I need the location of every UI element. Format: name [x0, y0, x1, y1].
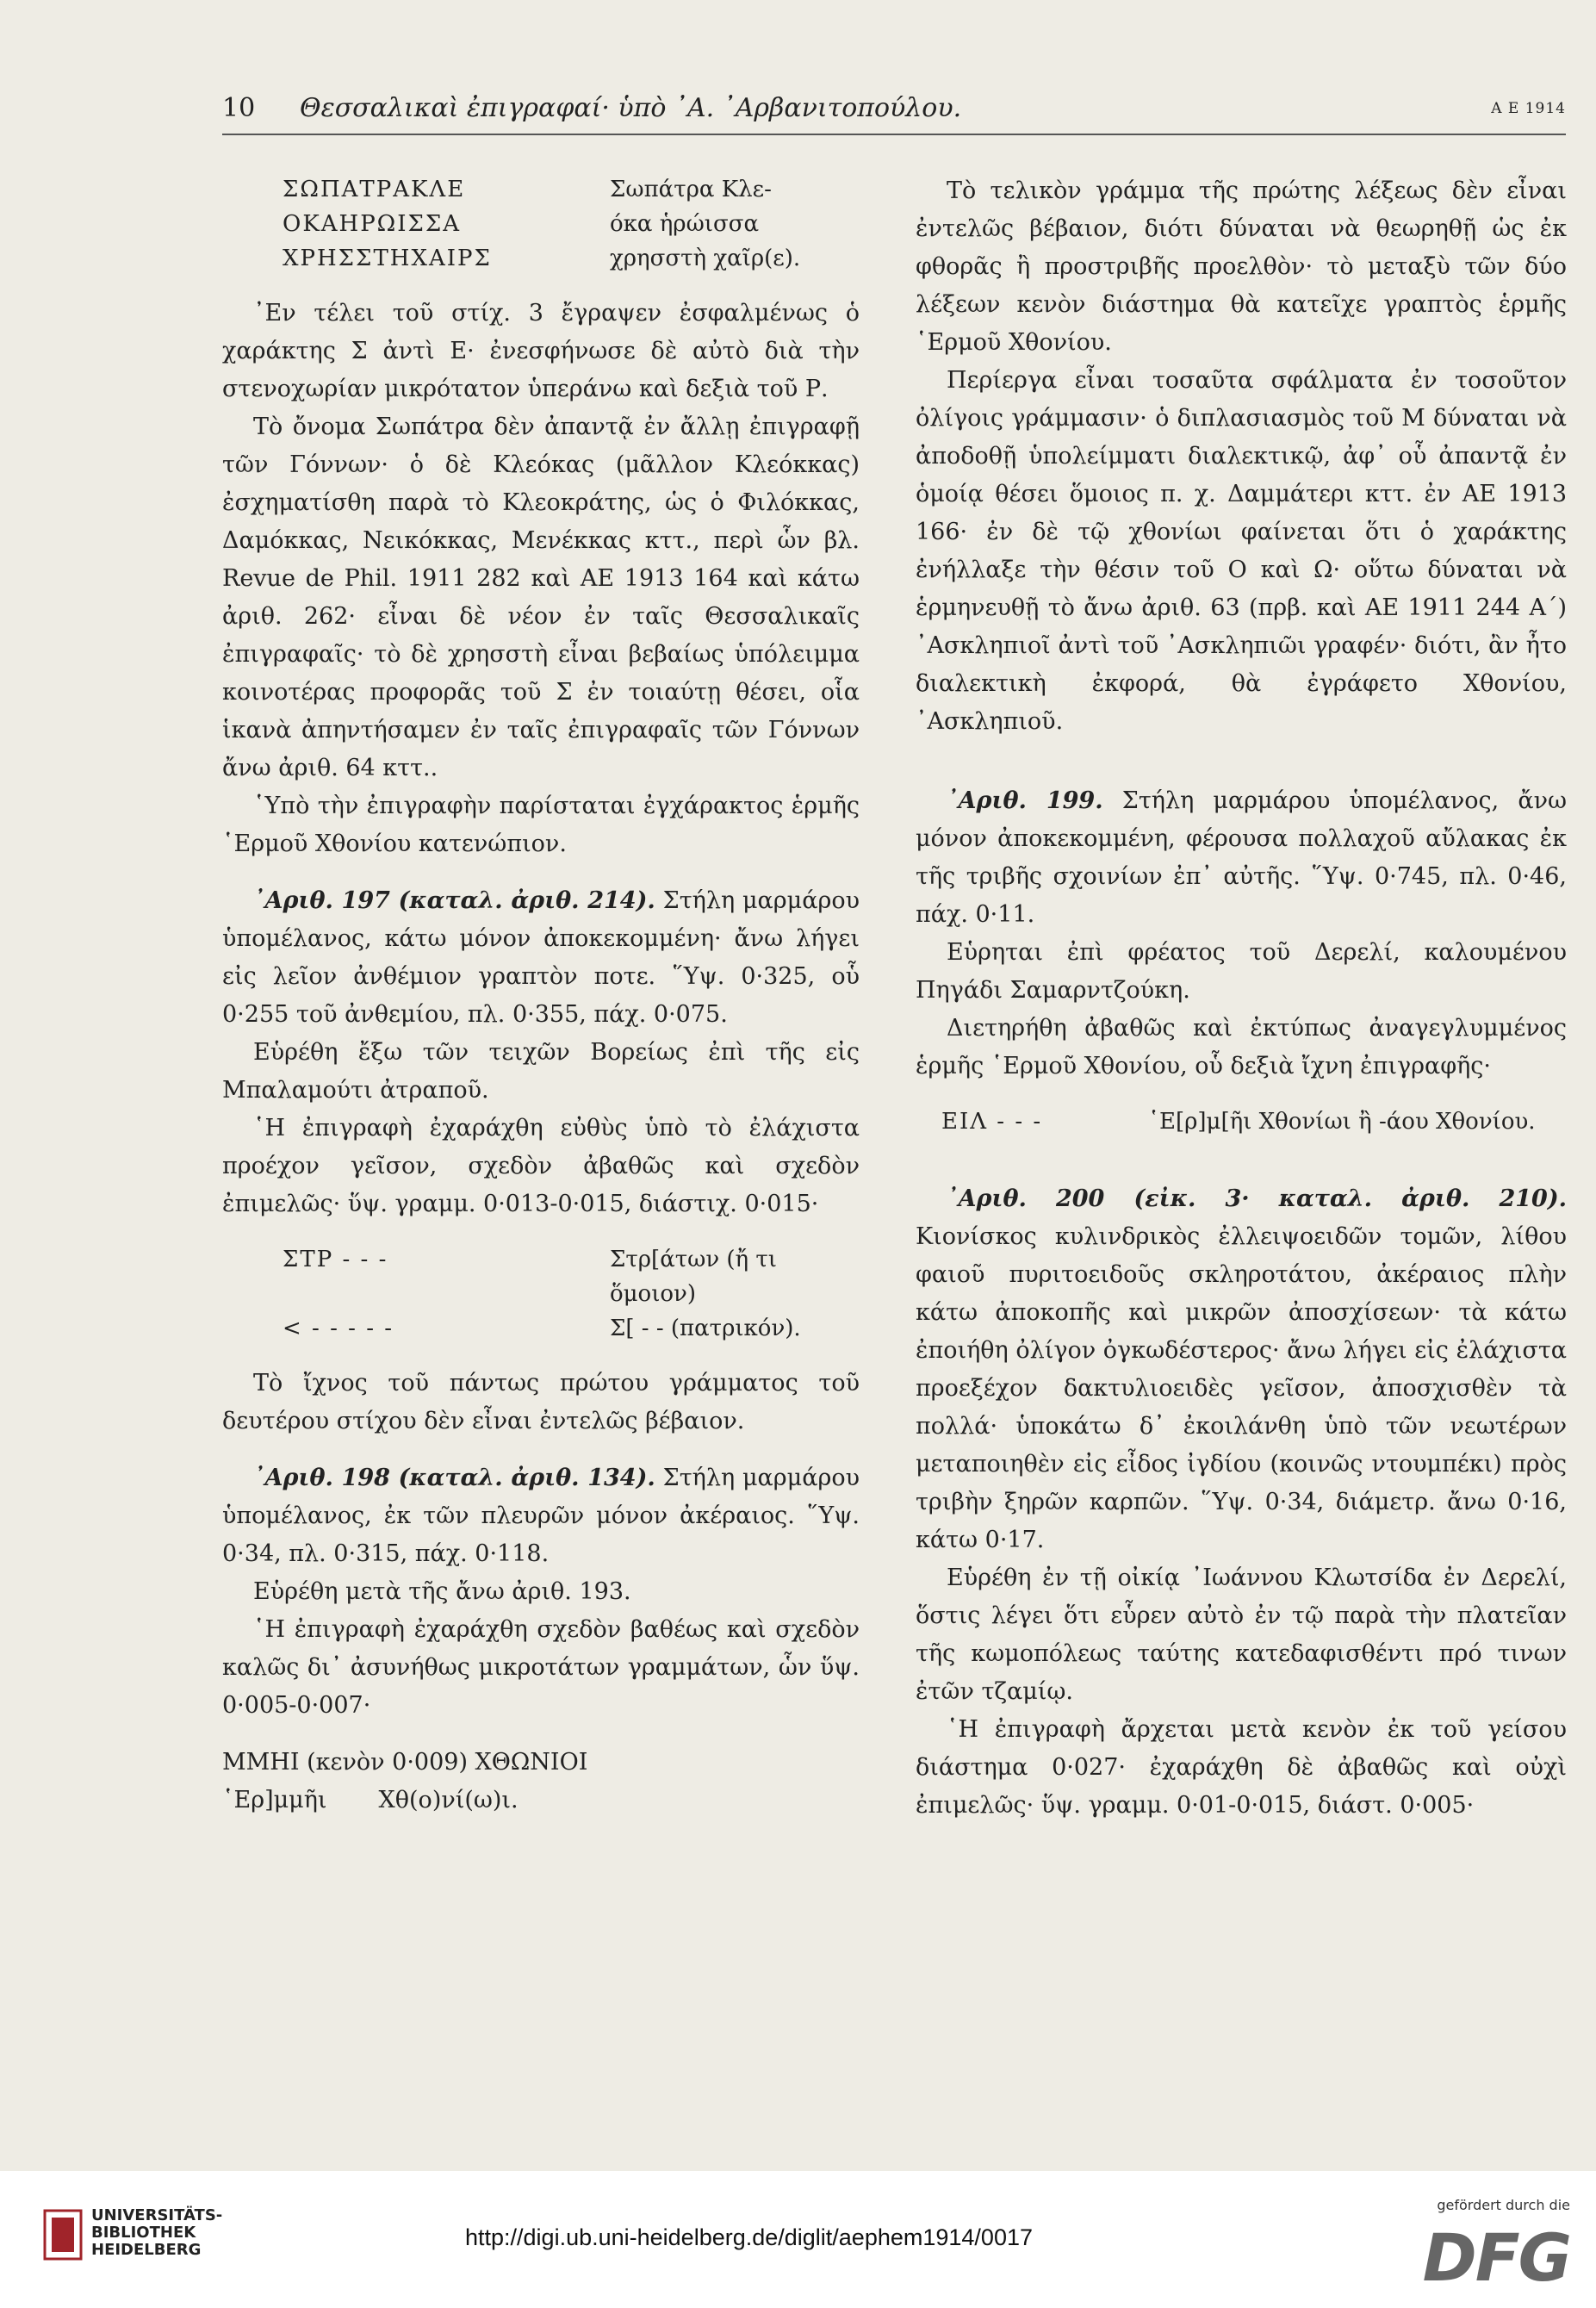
- entry-label: ᾿Αριθ. 198 (καταλ. ἀριθ. 134).: [253, 1465, 655, 1491]
- inscription-transcription: χρησστὴ χαῖρ(ε).: [610, 246, 801, 271]
- inscription-transcription: Στρ[άτων (ἤ τι ὅμοιον): [610, 1247, 777, 1307]
- entry-text: Στήλη μαρμάρου ὑπομέλανος, κάτω μόνον ἀποκεκομμένη· ἄνω λήγει εἰς λεῖον ἀνθέμιον γραπτὸν ποτε. ῞Υψ. 0·325, οὗ 0·255 τοῦ ἀνθεμίου, πλ. 0·355, πάχ. 0·075.: [222, 887, 860, 1028]
- funding-note: gefördert durch die: [1437, 2197, 1570, 2213]
- paragraph: Τὸ ὄνομα Σωπάτρα δὲν ἀπαντᾷ ἐν ἄλλῃ ἐπιγραφῇ τῶν Γόννων· ὁ δὲ Κλεόκας (μᾶλλον Κλεόκκας) ἐσχηματίσθη παρὰ τὸ Κλεοκράτης, ὡς ὁ Φιλόκκας, Δαμόκκας, Νεικόκκας, Μενέκκας κττ., περὶ ὧν βλ. Revue de Phil. 1911 282 καὶ ΑΕ 1913 164 καὶ κάτω ἀριθ. 262· εἶναι δὲ νέον ἐν ταῖς Θεσσαλικαῖς ἐπιγραφαῖς· τὸ δὲ χρησστὴ εἶναι βεβαίως ὑπόλειμμα κοινοτέρας προφορᾶς τοῦ Σ ἐν τοιαύτῃ θέσει, οἷα ἱκανὰ ἀπηντήσαμεν ἐν ταῖς ἐπιγραφαῖς τῶν Γόννων ἄνω ἀριθ. 64 κττ..: [222, 414, 860, 781]
- paragraph: ῾Υπὸ τὴν ἐπιγραφὴν παρίσταται ἐγχάρακτος ἑρμῆς ῾Ερμοῦ Χθονίου κατενώπιον.: [222, 793, 860, 857]
- header-rule: [222, 134, 1566, 135]
- inscription-greek: < - - - - -: [283, 1316, 394, 1341]
- entry-label: ᾿Αριθ. 200 (εἰκ. 3· καταλ. ἀριθ. 210).: [947, 1185, 1567, 1212]
- entry-text: Στήλη μαρμάρου ὑπομέλανος, ἄνω μόνον ἀποκεκομμένη, φέρουσα πολλαχοῦ αὔλακας ἐκ τῆς τριβῆς σχοινίων ἐπ᾿ αὐτῆς. ῞Υψ. 0·745, πλ. 0·46, πάχ. 0·11.: [916, 787, 1567, 928]
- inscription-row: [222, 207, 860, 241]
- paragraph: Τὸ τελικὸν γράμμα τῆς πρώτης λέξεως δὲν εἶναι ἐντελῶς βέβαιον, διότι δύναται νὰ θεωρηθῇ ὡς ἐκ φθορᾶς ἢ προστριβῆς προελθὸν· τὸ μεταξὺ τῶν δύο λέξεων κενὸν διάστημα θὰ κατεῖχε γραπτὸς ἑρμῆς ῾Ερμοῦ Χθονίου.: [916, 177, 1567, 356]
- entry-199: [916, 782, 1567, 934]
- inscription-greek: ΟΚΑΗΡΩΙΣΣΑ: [283, 211, 462, 237]
- entry-label: ᾿Αριθ. 199.: [947, 787, 1103, 814]
- inscription-transcription: ῾Ε[ρ]μ[ῆι Χθονίωι ἢ -άου Χθονίου.: [1148, 1109, 1536, 1135]
- inscription-greek: ΣΤΡ - - -: [283, 1247, 388, 1272]
- left-column: [222, 172, 860, 1820]
- inscription-row: [222, 1311, 860, 1346]
- journal-label: Α Ε 1914: [1491, 100, 1566, 117]
- paragraph: Περίεργα εἶναι τοσαῦτα σφάλματα ἐν τοσοῦτον ὀλίγοις γράμμασιν· ὁ διπλασιασμὸς τοῦ Μ δύναται νὰ ἀποδοθῇ ὑπολείμματι διαλεκτικῷ, ἀφ᾿ οὗ ἀπαντᾷ ἐν ὁμοίᾳ θέσει ὅμοιος π. χ. Δαμμάτερι κττ. ἐν ΑΕ 1913 166· ἐν δὲ τῷ χθονίωι φαίνεται ὅτι ὁ χαράκτης ἐνήλλαξε τὴν θέσιν τοῦ Ο καὶ Ω· οὕτω δύναται νὰ ἑρμηνευθῇ τὸ ἄνω ἀριθ. 63 (πρβ. καὶ ΑΕ 1911 244 Α´) ᾿Ασκληπιοῖ ἀντὶ τοῦ ᾿Ασκληπιῶι γραφέν· διότι, ἂν ἦτο διαλεκτικὴ ἐκφορά, θὰ ἐγράφετο Χθονίου, ᾿Ασκληπιοῦ.: [916, 367, 1567, 735]
- page-header: [222, 93, 1566, 136]
- inscription-greek: ΕΙΛ - - -: [941, 1109, 1043, 1135]
- entry-197: [222, 882, 860, 1034]
- paragraph: Διετηρήθη ἀβαθῶς καὶ ἐκτύπως ἀναγεγλυμμένος ἑρμῆς ῾Ερμοῦ Χθονίου, οὗ δεξιὰ ἴχνη ἐπιγραφῆς·: [916, 1015, 1567, 1079]
- right-column: [916, 172, 1567, 1825]
- dfg-logo: DFG: [1422, 2219, 1570, 2296]
- university-seal-icon: [43, 2209, 83, 2261]
- paragraph: ᾿Εν τέλει τοῦ στίχ. 3 ἔγραψεν ἐσφαλμένως ὁ χαράκτης Σ ἀντὶ Ε· ἐνεσφήνωσε δὲ αὐτὸ διὰ τὴν στενοχωρίαν μικρότατον ὑπεράνω καὶ δεξιὰ τοῦ Ρ.: [222, 300, 860, 402]
- source-url-link[interactable]: http://digi.ub.uni-heidelberg.de/diglit/aephem1914/0017: [465, 2224, 1033, 2250]
- inscription-row: [222, 172, 860, 207]
- library-name-line: HEIDELBERG: [91, 2241, 202, 2259]
- inscription-line: ῾Ερ]μμῆι Χθ(ο)νί(ω)ι.: [222, 1787, 519, 1813]
- library-name: [91, 2207, 222, 2259]
- paragraph: ῾Η ἐπιγραφὴ ἐχαράχθη σχεδὸν βαθέως καὶ σχεδὸν καλῶς δι᾿ ἀσυνήθως μικροτάτων γραμμάτων, ὧν ὕψ. 0·005-0·007·: [222, 1616, 860, 1719]
- entry-text: Κιονίσκος κυλινδρικὸς ἐλλειψοειδῶν τομῶν, λίθου φαιοῦ πυριτοειδοῦς σκληροτάτου, ἀκέραιος πλὴν κάτω ἀποκοπῆς καὶ μικρῶν ἀποσχίσεων· τὰ κάτω ἐποιήθη ὀλίγον ὀγκωδέστερος· ἄνω λήγει εἰς ἐλάχιστα προεξέχον δακτυλιοειδὲς γεῖσον, ἀποσχισθὲν τὰ πολλά· ὑποκάτω δ᾿ ἐκοιλάνθη ὑπὸ τῶν νεωτέρων μεταποιηθὲν εἰς εἶδος ἰγδίου (κοινῶς ντουμπέκι) πρὸς τριβὴν ξηρῶν καρπῶν. ῞Υψ. 0·34, διάμετρ. ἄνω 0·16, κάτω 0·17.: [916, 1223, 1567, 1553]
- paragraph: Εὑρέθη ἔξω τῶν τειχῶν Βορείως ἐπὶ τῆς εἰς Μπαλαμούτι ἀτραποῦ.: [222, 1039, 860, 1104]
- inscription-row: [222, 241, 860, 276]
- inscription-row: [222, 1242, 860, 1311]
- entry-198: [222, 1459, 860, 1573]
- inscription-transcription: όκα ἡρώισσα: [610, 211, 760, 237]
- running-title: Θεσσαλικαὶ ἐπιγραφαί· ὑπὸ ᾿Α. ᾿Αρβανιτοπούλου.: [300, 93, 962, 123]
- entry-text: Στήλη μαρμάρου ὑπομέλανος, ἐκ τῶν πλευρῶν μόνον ἀκέραιος. ῞Υψ. 0·34, πλ. 0·315, πάχ. 0·118.: [222, 1465, 860, 1567]
- inscription-transcription: Σωπάτρα Κλε-: [610, 177, 772, 202]
- paragraph: Εὑρέθη ἐν τῇ οἰκίᾳ ᾿Ιωάννου Κλωτσίδα ἐν Δερελί, ὅστις λέγει ὅτι εὗρεν αὐτὸ ἐν τῷ παρὰ τὴν πλατεῖαν τῆς κωμοπόλεως ταύτης κατεδαφισθέντι πρό τινων ἐτῶν τζαμίῳ.: [916, 1565, 1567, 1705]
- inscription-transcription: Σ[ - - (πατρικόν).: [610, 1316, 801, 1341]
- inscription-row: [916, 1104, 1567, 1139]
- entry-label: ᾿Αριθ. 197 (καταλ. ἀριθ. 214).: [253, 887, 655, 914]
- inscription-greek: ΧΡΗΣΣΤΗΧΑΙΡΣ: [283, 246, 492, 271]
- paragraph: Εὑρέθη μετὰ τῆς ἄνω ἀριθ. 193.: [253, 1578, 631, 1605]
- paragraph: Εὑρηται ἐπὶ φρέατος τοῦ Δερελί, καλουμένου Πηγάδι Σαμαρντζούκη.: [916, 939, 1567, 1004]
- inscription-greek: ΣΩΠΑΤΡΑΚΛΕ: [283, 177, 466, 202]
- inscription-line: ΜΜΗΙ (κενὸν 0·009) ΧΘΩΝΙΟΙ: [222, 1749, 588, 1776]
- paragraph: ῾Η ἐπιγραφὴ ἄρχεται μετὰ κενὸν ἐκ τοῦ γείσου διάστημα 0·027· ἐχαράχθη δὲ ἀβαθῶς καὶ οὐχὶ ἐπιμελῶς· ὕψ. γραμμ. 0·01-0·015, διάστ. 0·005·: [916, 1716, 1567, 1819]
- library-name-line: BIBLIOTHEK: [91, 2224, 196, 2242]
- paragraph: ῾Η ἐπιγραφὴ ἐχαράχθη εὐθὺς ὑπὸ τὸ ἐλάχιστα προέχον γεῖσον, σχεδὸν ἀβαθῶς καὶ σχεδὸν ἐπιμελῶς· ὕψ. γραμμ. 0·013-0·015, διάστιχ. 0·015·: [222, 1115, 860, 1217]
- page-number: 10: [222, 93, 256, 123]
- paragraph: Τὸ ἴχνος τοῦ πάντως πρώτου γράμματος τοῦ δευτέρου στίχου δὲν εἶναι ἐντελῶς βέβαιον.: [222, 1370, 860, 1434]
- footer-bar: [0, 2171, 1596, 2308]
- library-name-line: UNIVERSITÄTS-: [91, 2206, 223, 2224]
- entry-200: [916, 1180, 1567, 1559]
